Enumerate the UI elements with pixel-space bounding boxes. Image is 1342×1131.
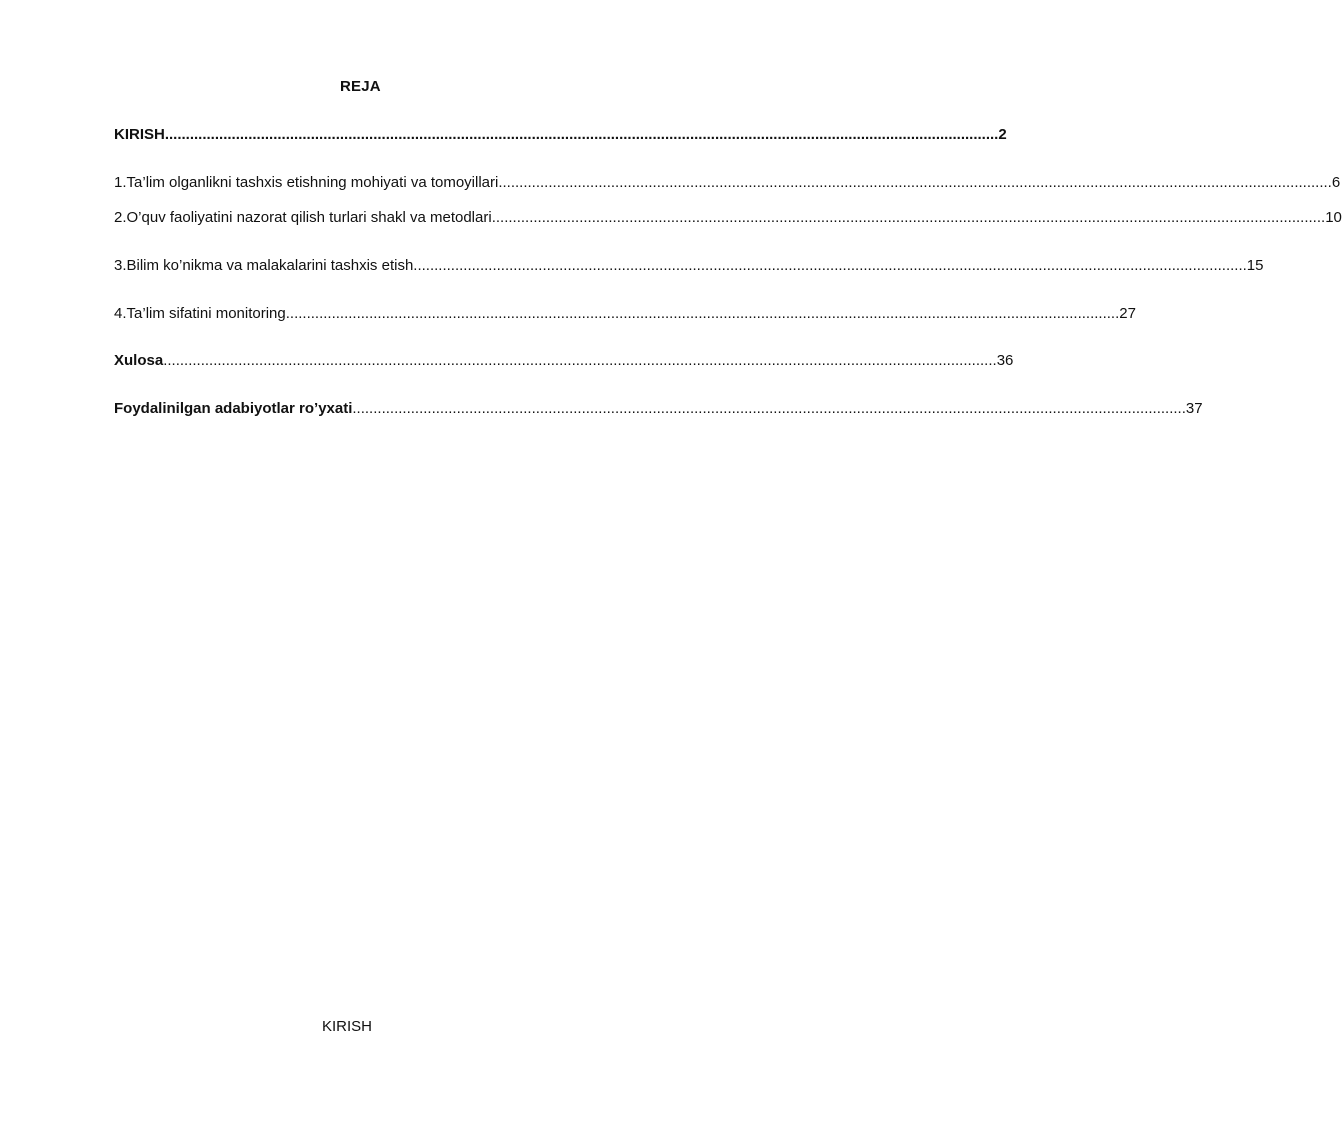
toc-number: 3. <box>114 257 127 274</box>
toc-label: Foydalinilgan adabiyotlar ro’yxati <box>114 400 353 417</box>
toc-entry-3 <box>114 257 1264 274</box>
toc-page-number: 6 <box>1331 174 1341 191</box>
toc-leader-dots: ........................................................................................................................................................................................................ <box>352 400 1186 417</box>
toc-leader-dots: ........................................................................................................................................................................................................ <box>164 126 999 143</box>
next-section-heading: KIRISH <box>322 1018 373 1035</box>
toc-leader-dots: ........................................................................................................................................................................................................ <box>285 305 1120 322</box>
toc-page-number: 27 <box>1119 305 1136 322</box>
toc-page-number: 36 <box>996 352 1014 369</box>
toc-entry-xulosa <box>114 352 1014 369</box>
toc-label: O’quv faoliyatini nazorat qilish turlari shakl va metodlari <box>126 209 492 226</box>
toc-label: Ta’lim sifatini monitoring <box>126 305 286 322</box>
toc-label: Bilim ko’nikma va malakalarini tashxis etish <box>126 257 414 274</box>
toc-entry-2 <box>114 209 1342 226</box>
toc-page-number: 2 <box>998 126 1007 143</box>
document-title: REJA <box>340 78 381 95</box>
toc-number: 4. <box>114 305 127 322</box>
toc-page-number: 15 <box>1246 257 1264 274</box>
toc-entry-1 <box>114 174 1341 191</box>
toc-label: KIRISH <box>114 126 165 143</box>
toc-number: 2. <box>114 209 127 226</box>
toc-page-number: 37 <box>1185 400 1203 417</box>
toc-label: Xulosa <box>114 352 164 369</box>
toc-entry-kirish <box>114 126 1007 143</box>
toc-number: 1. <box>114 174 127 191</box>
toc-page-number: 10 <box>1325 209 1342 226</box>
toc-entry-4 <box>114 305 1136 322</box>
toc-label: Ta’lim olganlikni tashxis etishning mohiyati va tomoyillari <box>126 174 499 191</box>
toc-entry-foydalinilgan <box>114 400 1203 417</box>
toc-leader-dots: ........................................................................................................................................................................................................ <box>498 174 1332 191</box>
toc-leader-dots: ........................................................................................................................................................................................................ <box>163 352 997 369</box>
toc-leader-dots: ........................................................................................................................................................................................................ <box>413 257 1247 274</box>
toc-leader-dots: ........................................................................................................................................................................................................ <box>491 209 1326 226</box>
